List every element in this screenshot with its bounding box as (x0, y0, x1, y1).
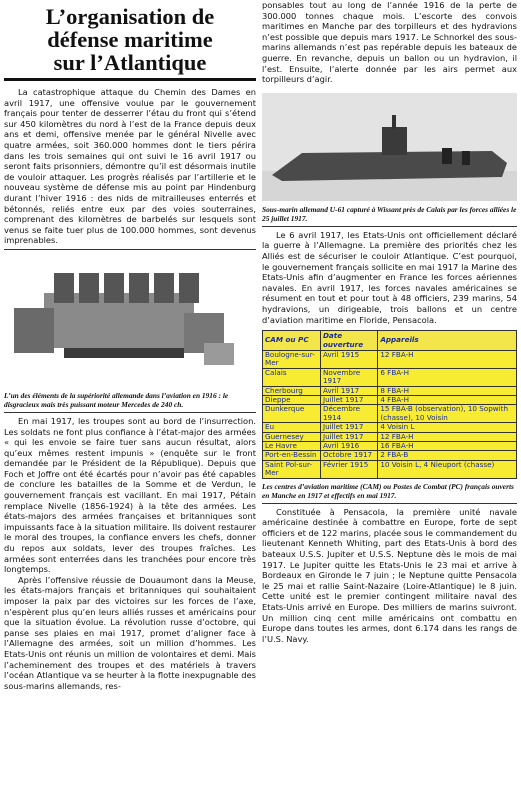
may-1917-paragraph: En mai 1917, les troupes sont au bord de l’insurrection. Les soldats ne font plus confiance à l’état-major des armées « qui les envoie se faire tuer sans aucun résultat, alors qu’eux mêmes restent impunis » (enquête sur le front demandée par le Président de la République). Depuis que Foch et Joffre ont été écartés pour n’avoir pas été capables de conclure les batailles de la Somme et de Verdun, le gouvernement français est vacillant. En mai 1917, Pétain remplace Nivelle (1856-1924) à la tête des armées. Les états-majors des armées françaises et britanniques sont impuissants face à la situation militaire. Ils doivent restaurer le moral des troupes, la confiance envers les chefs, donner du repos aux soldats, lever des troupes fraîches. Les armées sont enterrées dans les tranchées pour encore très longtemps. (4, 415, 256, 575)
table-row (263, 460, 517, 478)
table-cell: Avril 1915 (320, 350, 377, 368)
table-cell: 12 FBA-H (378, 350, 517, 368)
intro-paragraph: La catastrophique attaque du Chemin des Dames en avril 1917, une offensive voulue par le gouvernement français pour tenter de desserrer l’étau du front qui s’étend sur 450 kilomètres du nord à l’est de la France depuis deux ans et demi, offensive menée par le général Nivelle avec quatre armées, soit 360.000 hommes dont le tiers périra dans les trois semaines qui ont suivi le 16 avril 1917 ou seront faits prisonniers, démontre qu’il est désormais inutile de vouloir attaquer. Les progrès réalisés par l’artillerie et le nouveau système de défense mis au point par Hindenburg durant l’hiver 1916 : des nids de mitrailleuses enterrés et bétonnés, reliés entre eux par des voies souterraines, comprenant des kilomètres de barbelés sur lesquels sont venus se faite tuer plus de 100.000 hommes, sont devenus imprenables. (4, 87, 256, 246)
table-cell: 2 FBA-B (378, 451, 517, 460)
table-cell: Juillet 1917 (320, 395, 377, 404)
table-row (263, 350, 517, 368)
table-cell: Calais (263, 368, 321, 386)
table-cell: 4 FBA-H (378, 395, 517, 404)
table-cell: 4 Voisin L (378, 423, 517, 432)
table-row (263, 423, 517, 432)
table-row (263, 451, 517, 460)
title-line-1: L’organisation de (45, 4, 215, 29)
table-row (263, 368, 517, 386)
table-header: Date ouverture (320, 331, 377, 351)
table-cell: Dieppe (263, 395, 321, 404)
table-cell: 6 FBA-H (378, 368, 517, 386)
article-title (4, 0, 256, 81)
divider (4, 412, 256, 413)
table-cell: Cherbourg (263, 386, 321, 395)
engine-caption: L’un des éléments de la supériorité allemande dans l’aviation en 1916 : le disgracieux mais très puissant moteur Mercedes de 240 ch. (4, 390, 229, 409)
right-column (262, 0, 517, 644)
table-cell: Eu (263, 423, 321, 432)
table-cell: 10 Voisin L, 4 Nieuport (chasse) (378, 460, 517, 478)
table-header: CAM ou PC (263, 331, 321, 351)
table-header: Appareils (378, 331, 517, 351)
title-line-2: défense maritime (47, 27, 213, 52)
continued-paragraph: ponsables tout au long de l’année 1916 de la perte de 300.000 tonnes chaque mois. L’escorte des convois maritimes en Manche par des torpilleurs et des hydravions n’est possible que depuis mars 1917. Le Schnorkel des sous-marins allemands n’est pas repérable depuis les bateaux de guerre. En revanche, depuis un ballon ou un hydravion, il l’est. Ensuite, l’alerte donnée par les airs permet aux torpilleurs d’agir. (262, 0, 517, 85)
divider (262, 226, 517, 227)
table-cell: 8 FBA-H (378, 386, 517, 395)
submarine-caption: Sous-marin allemand U-61 capturé à Wissant près de Calais par les forces alliées le 25 juillet 1917. (262, 204, 517, 223)
table-cell: Le Havre (263, 441, 321, 450)
divider (4, 249, 256, 250)
table-cell: Avril 1916 (320, 441, 377, 450)
table-cell: Avril 1917 (320, 386, 377, 395)
table-cell: Saint Pol-sur-Mer (263, 460, 321, 478)
table-cell: Dunkerque (263, 405, 321, 423)
table-cell: Décembre 1914 (320, 405, 377, 423)
table-cell: 12 FBA-H (378, 432, 517, 441)
table-cell: 15 FBA-B (observation), 10 Sopwith (chasse), 10 Voisin (378, 405, 517, 423)
table-cell: Février 1915 (320, 460, 377, 478)
table-caption: Les centres d’aviation maritime (CAM) ou Postes de Combat (PC) français ouverts en Manche en 1917 et effectifs en mai 1917. (262, 481, 514, 500)
pensacola-paragraph: Constituée à Pensacola, la première unité navale américaine destinée à combattre en Europe, forte de sept officiers et de 122 marins, placée sous le commandement du lieutenant Kenneth Whiting, part des Etats-Unis à bord des bateaux U.S.S. Jupiter et U.S.S. Neptune dès le mois de mai 1917. Le Jupiter quitte les Etats-Unis le 23 mai et arrive à Bordeaux en Gironde le 7 juin ; le Neptune quitte Pensacola le 25 mai et rallie Saint-Nazaire (Loire-Atlantique) le 8 juin. Cette unité est le premier contingent militaire naval des Etats-Unis arrivé en Europe. Des milliers de marins suivront. Un million cinq cent mille américains ont combattu en Europe dans toutes les armes, dont 6.174 dans les rangs de l’U.S. Navy. (262, 506, 517, 644)
table-cell: Juillet 1917 (320, 423, 377, 432)
submarine-photo (262, 93, 517, 201)
table-header-row (263, 331, 517, 351)
table-cell: Juillet 1917 (320, 432, 377, 441)
table-cell: Octobre 1917 (320, 451, 377, 460)
title-line-3: sur l’Atlantique (53, 50, 207, 75)
table-cell: Guernesey (263, 432, 321, 441)
left-column (4, 0, 256, 691)
table-cell: Port-en-Bessin (263, 451, 321, 460)
douaumont-paragraph: Après l’offensive réussie de Douaumont dans la Meuse, les états-majors français et britanniques qui souhaitaient imposer la paix par des victoires sur les forces de l’axe, n’espèrent plus qu’en leurs alliés russes et américains pour que la situation évolue. La révolution russe d’octobre, qui panse ses plaies en mai 1917, promet d’aligner face à l’Allemagne des armées, soit un million d’hommes. Les Etats-Unis ont réunis un million de volontaires et demi. Mais l’acheminement des troupes et des matériels à travers l’océan Atlantique va se heurter à la flotte inexpugnable des sous-marins allemands, res- (4, 574, 256, 691)
divider (262, 503, 517, 504)
table-cell: Boulogne-sur-Mer (263, 350, 321, 368)
naval-centers-table (262, 330, 517, 479)
table-cell: Novembre 1917 (320, 368, 377, 386)
table-row (263, 405, 517, 423)
usa-paragraph: Le 6 avril 1917, les Etats-Unis ont officiellement déclaré la guerre à l’Allemagne. La première des priorités chez les Alliés est de sécuriser le couloir Atlantique. C’est pourquoi, le gouvernement français sollicite en mai 1917 la Marine des Etats-Unis afin d’augmenter en France les forces aériennes navales. En avril 1917, les forces navales américaines se résument en tout et pour tout à 48 officiers, 239 marins, 54 hydravions, un dirigeable, trois ballons et un centre d’aviation maritime en Floride, Pensacola. (262, 229, 517, 325)
engine-photo (4, 253, 256, 388)
table-cell: 16 FBA-H (378, 441, 517, 450)
